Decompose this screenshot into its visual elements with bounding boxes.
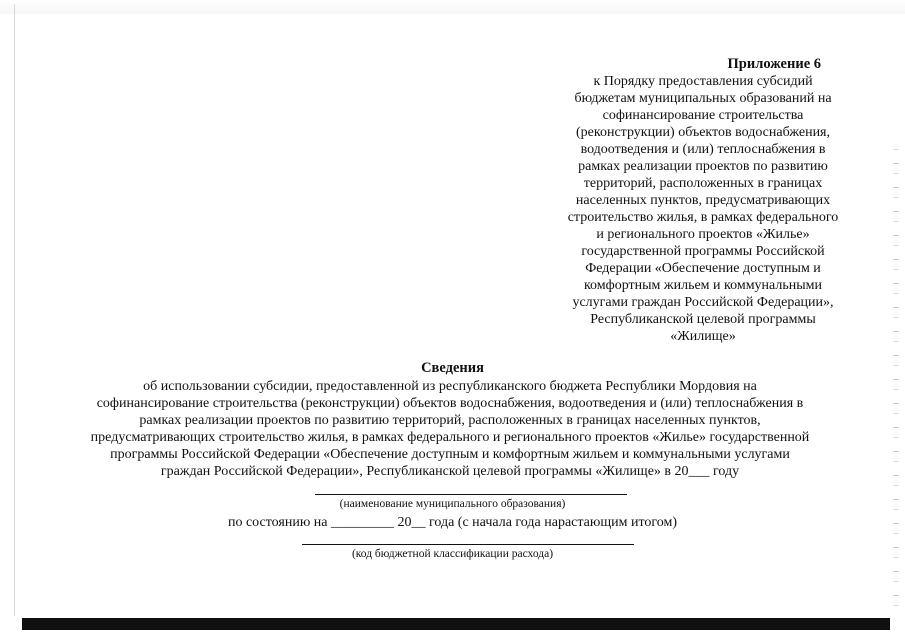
appendix-line: Республиканской целевой программы <box>590 312 816 327</box>
appendix-line: услугами граждан Российской Федерации», <box>572 295 834 310</box>
appendix-line: к Порядку предоставления субсидий <box>593 74 813 89</box>
document-body <box>40 378 860 480</box>
appendix-line: территорий, расположенных в границах <box>583 176 823 191</box>
body-line: рамках реализации проектов по развитию территорий, расположенных в границах населенных пунктов, <box>139 413 761 428</box>
appendix-line: рамках реализации проектов по развитию <box>578 159 828 174</box>
appendix-line: комфортным жильем и коммунальными <box>583 278 823 293</box>
appendix-title: Приложение 6 <box>727 56 821 72</box>
body-line: граждан Российской Федерации», Республиканской целевой программы «Жилище» в 20___ году <box>160 464 740 479</box>
municipality-caption: (наименование муниципального образования) <box>339 498 566 510</box>
appendix-line: бюджетам муниципальных образований на <box>574 91 832 106</box>
appendix-line: и регионального проектов «Жилье» <box>596 227 810 242</box>
body-line: предусматривающих строительство жилья, в рамках федерального и регионального проектов «Жилье» государственной <box>90 430 810 445</box>
body-line: софинансирование строительства (реконструкции) объектов водоснабжения, водоотведения и (или) теплоснабжения в <box>96 396 804 411</box>
appendix-block <box>545 56 861 345</box>
appendix-line: водоотведения и (или) теплоснабжения в <box>580 142 826 157</box>
body-line: об использовании субсидии, предоставленной из республиканского бюджета Республики Мордовия на <box>143 379 757 394</box>
appendix-line: Федерации «Обеспечение доступным и <box>585 261 821 276</box>
appendix-line: населенных пунктов, предусматривающих <box>575 193 831 208</box>
appendix-line: государственной программы Российской <box>581 244 825 259</box>
budget-code-line <box>302 544 634 545</box>
scan-top-edge <box>0 0 905 14</box>
document-heading: Сведения <box>421 360 484 376</box>
appendix-line: «Жилище» <box>670 329 736 344</box>
appendix-line: софинансирование строительства <box>602 108 804 123</box>
body-line: программы Российской Федерации «Обеспечение доступным и комфортным жильем и коммунальными услугами <box>110 447 790 462</box>
appendix-line: (реконструкции) объектов водоснабжения, <box>575 125 830 140</box>
municipality-name-line <box>315 494 627 495</box>
scan-bottom-edge <box>22 618 890 630</box>
as-of-date-line: по состоянию на _________ 20__ года (с начала года нарастающим итогом) <box>227 515 678 530</box>
appendix-line: строительство жилья, в рамках федерального <box>567 210 839 225</box>
budget-code-caption: (код бюджетной классификации расхода) <box>351 548 554 560</box>
